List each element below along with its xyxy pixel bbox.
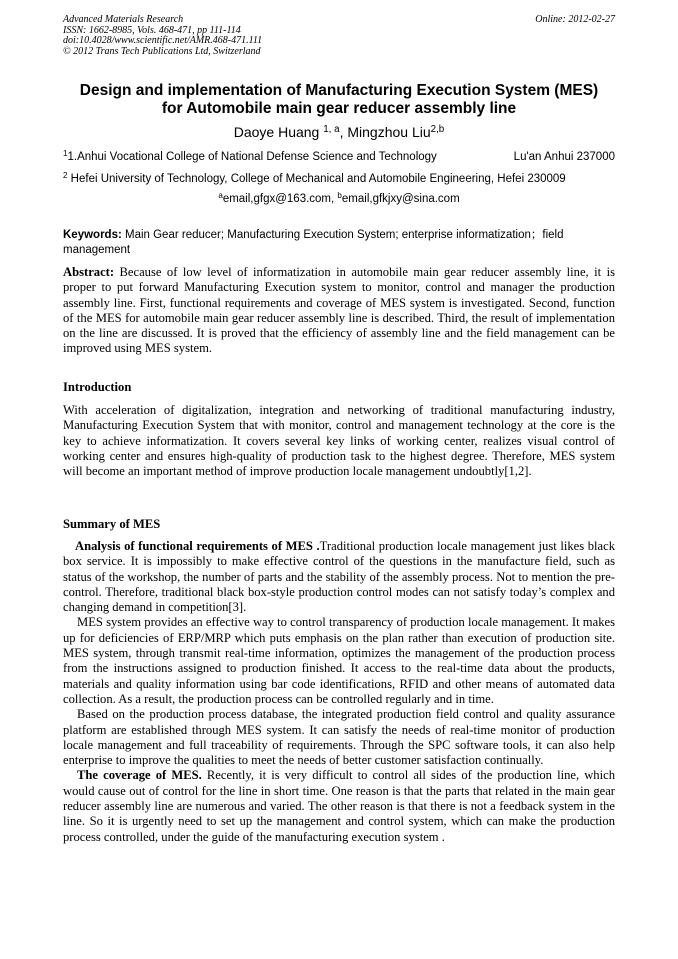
title-line-1: Design and implementation of Manufacturing Execution System (MES) [79, 82, 599, 99]
doi-line: doi:10.4028/www.scientific.net/AMR.468-471.111 [63, 35, 263, 46]
abstract [63, 265, 615, 357]
introduction-heading: Introduction [63, 380, 132, 394]
email-a: email,gfgx@163.com, [222, 193, 338, 205]
keywords-text: Main Gear reducer; Manufacturing Execution System; enterprise informatization；field management [63, 229, 564, 256]
affiliation-2 [63, 170, 615, 185]
introduction-text: With acceleration of digitalization, integration and networking of traditional manufacturing industry, Manufacturing Execution System that with monitor, control and management technology at the core is the key to achieve informatization. It covers several key links of working center, realizes visual control of working center and ensures high-quality of production task to the highest degree. Therefore, MES system will become an important method of improve production locale management undoubtly[1,2]. [63, 403, 615, 479]
journal-header [63, 15, 615, 57]
summary-paragraph-4-text: Recently, it is very difficult to control all sides of the production line, which would cause out of control for the line in short time. One reason is that the parts that related in the main gear reducer assembly line are numerous and varied. The other reason is that there is not a feedback system in the line. So it is urgently need to set up the management and control system, which can make the production process controlled, under the guide of the manufacturing execution system . [63, 768, 615, 844]
author-1-affiliation-mark: 1, a [323, 124, 340, 136]
email-a-mark: a [218, 190, 223, 200]
affiliation-1-mark: 1 [63, 148, 68, 158]
affiliation-1-text: 1.Anhui Vocational College of National Defense Science and Technology [67, 151, 437, 163]
affiliation-1 [63, 148, 615, 163]
affiliation-2-text: Hefei University of Technology, College of Mechanical and Automobile Engineering, Hefei 230009 [67, 173, 566, 185]
summary-paragraph-2: MES system provides an effective way to control transparency of production locale management. It makes up for deficiencies of ERP/MRP which puts emphasis on the plan rather than execution of production site. MES system, through transmit real-time information, optimizes the management of the production process from the instructions assigned to production finished. It access to the real-time data about the products, materials and quality information using bar code identifications, RFID and other means of automated data collection. As a result, the production process can be controlled regularly and in time. [63, 615, 615, 706]
summary-heading: Summary of MES [63, 517, 161, 531]
email-b-mark: b [337, 190, 342, 200]
summary-paragraph-3: Based on the production process database, the integrated production field control and quality assurance platform are established through MES system. It can satisfy the needs of real-time monitor of production locale management and full traceability of requirements. Through the SPC software tools, it can also help enterprise to improve the qualities to meet the needs of better customer satisfaction continually. [63, 707, 615, 768]
summary-paragraph-4 [63, 768, 615, 844]
journal-name: Advanced Materials Research [63, 14, 184, 25]
author-1: Daoye Huang [233, 124, 324, 140]
issn-line: ISSN: 1662-8985, Vols. 468-471, pp 111-114 [63, 24, 241, 36]
abstract-text: Because of low level of informatization in automobile main gear reducer assembly line, it is proper to put forward Manufacturing Execution system to monitor, control and manager the production assembly line. First, functional requirements and coverage of MES system is investigated. Second, function of the MES for automobile main gear reducer assembly line is described. Third, the result of implementation on the line are discussed. It is proved that the efficiency of assembly line and the field management can be improved using MES system. [63, 265, 615, 356]
summary-section [63, 539, 615, 845]
author-emails [63, 190, 615, 205]
title-line-2: for Automobile main gear reducer assembly line [161, 100, 517, 117]
paper-title [63, 82, 615, 118]
summary-paragraph-1 [63, 539, 615, 615]
copyright-line: © 2012 Trans Tech Publications Ltd, Switzerland [63, 45, 261, 57]
affiliation-2-mark: 2 [63, 170, 68, 180]
functional-requirements-lead: Analysis of functional requirements of MES . [75, 539, 320, 553]
abstract-label: Abstract: [63, 265, 115, 279]
keywords [63, 228, 615, 258]
summary-paragraph-1-text: Traditional production locale management just likes black box service. It is impossibly to make effective control of the questions in the manufacture field, such as status of the workshop, the number of parts and the stability of the assembly process. Not to mention the pre-control. Therefore, traditional black box-style production control modes can not satisfy today’s complex and changing demand in competition[3]. [63, 539, 615, 615]
author-list [63, 124, 615, 140]
coverage-lead: The coverage of MES. [77, 768, 202, 783]
online-date: Online: 2012-02-27 [535, 14, 615, 25]
keywords-label: Keywords: [63, 229, 122, 241]
email-b: email,gfkjxy@sina.com [341, 193, 460, 205]
author-2: Mingzhou Liu [347, 124, 431, 140]
author-2-affiliation-mark: 2,b [430, 124, 445, 136]
affiliation-1-location: Lu'an Anhui 237000 [513, 151, 615, 163]
author-separator: , [339, 124, 348, 140]
